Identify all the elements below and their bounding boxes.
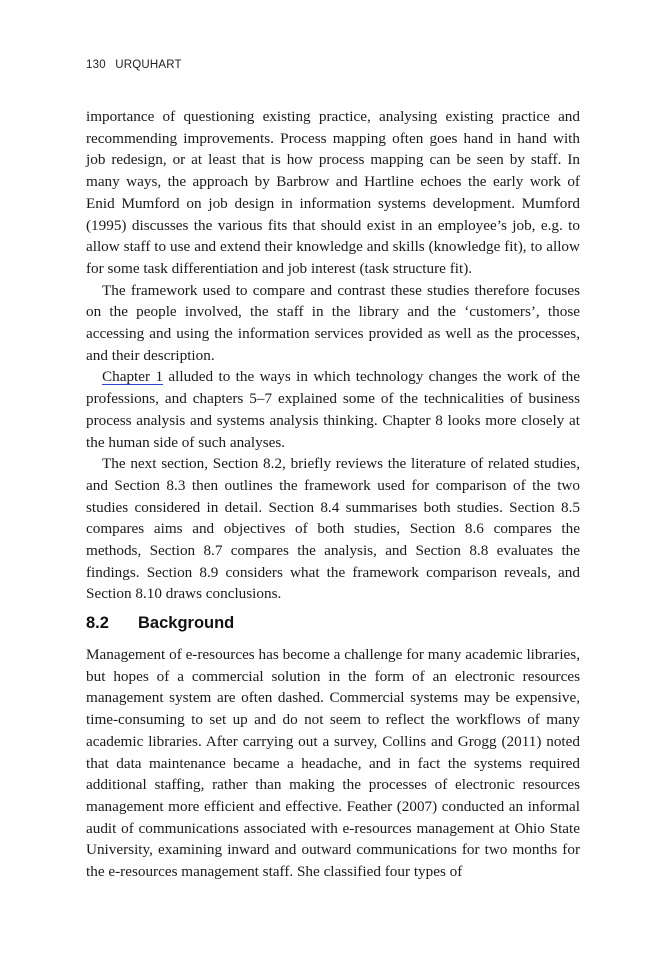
background-text-block	[86, 644, 580, 883]
running-head	[86, 59, 182, 71]
section-heading	[86, 614, 234, 633]
paragraph-1: importance of questioning existing practice, analysing existing practice and recommending improvements. Process mapping often goes hand in hand with job redesign, or at least that is how process mapping can be seen by staff. In many ways, the approach by Barbrow and Hartline echoes the early work of Enid Mumford on job design in information systems development. Mumford (1995) discusses the various fits that should exist in an employee’s job, e.g. to allow staff to use and extend their knowledge and skills (knowledge fit), to allow for some task differentiation and job interest (task structure fit).	[86, 108, 580, 277]
paragraph-2: The framework used to compare and contrast these studies therefore focuses on the people involved, the staff in the library and the ‘customers’, those accessing and using the information services provided as well as the processes, and their description.	[86, 281, 580, 364]
chapter-1-link[interactable]: Chapter 1	[102, 368, 164, 386]
section-title: Background	[138, 614, 235, 632]
page-number: 130	[86, 59, 106, 71]
background-paragraph-1: Management of e-resources has become a challenge for many academic libraries, but hopes of a commercial solution in the form of an electronic resources management system are often dashed. Commercial systems may be expensive, time-consuming to set up and do not seem to reflect the workflows of many academic libraries. After carrying out a survey, Collins and Grogg (2011) noted that data maintenance became a headache, and in fact the systems required additional staffing, rather than making the processes of electronic resources management more efficient and effective. Feather (2007) conducted an informal audit of communications associated with e-resources management at Ohio State University, examining inward and outward communications for two months for the e-resources management staff. She classified four types of	[86, 646, 580, 881]
intro-text-block	[86, 106, 580, 605]
paragraph-3-text: alluded to the ways in which technology changes the work of the professions, and chapters 5–7 explained some of the technicalities of business process analysis and systems analysis thinking. Chapter 8 looks more closely at the human side of such analyses.	[86, 368, 580, 451]
section-number: 8.2	[86, 614, 109, 632]
running-head-author: URQUHART	[115, 59, 182, 71]
paragraph-3	[86, 366, 580, 453]
paragraph-4: The next section, Section 8.2, briefly reviews the literature of related studies, and Section 8.3 then outlines the framework used for comparison of the two studies considered in detail. Section 8.4 summarises both studies. Section 8.5 compares aims and objectives of both studies, Section 8.6 compares the methods, Section 8.7 compares the analysis, and Section 8.8 evaluates the findings. Section 8.9 considers what the framework comparison reveals, and Section 8.10 draws conclusions.	[86, 455, 580, 603]
